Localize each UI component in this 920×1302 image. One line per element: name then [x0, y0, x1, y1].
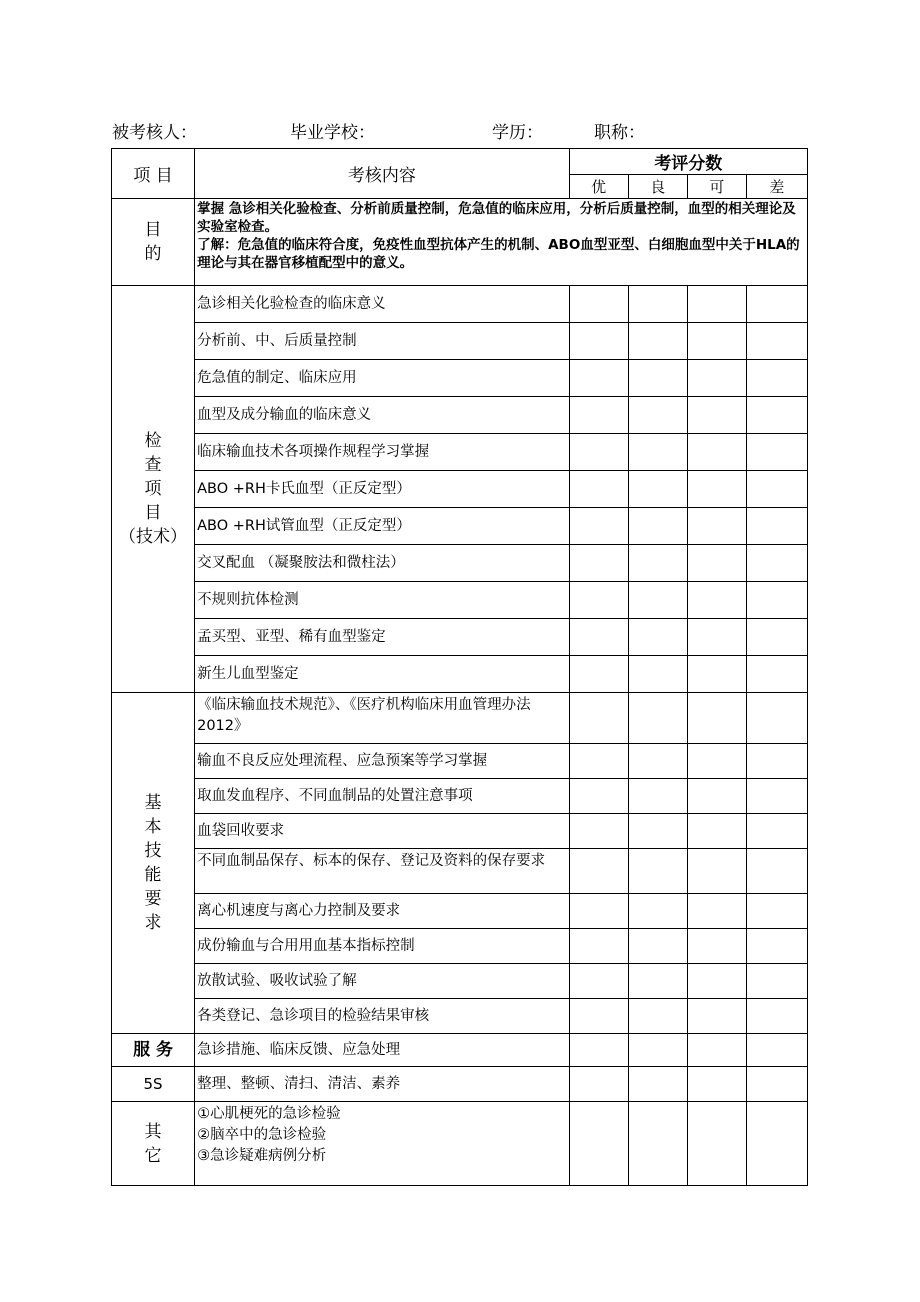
- score-cell[interactable]: [687, 323, 746, 360]
- score-cell[interactable]: [628, 894, 687, 929]
- service-item: 急诊措施、临床反馈、应急处理: [195, 1034, 570, 1067]
- score-cell[interactable]: [628, 656, 687, 693]
- other-item: ②脑卒中的急诊检验: [197, 1127, 327, 1143]
- score-cell[interactable]: [746, 656, 807, 693]
- score-cell[interactable]: [746, 434, 807, 471]
- category-label-char: 检: [144, 431, 162, 451]
- score-cell[interactable]: [746, 894, 807, 929]
- score-cell[interactable]: [687, 656, 746, 693]
- score-cell[interactable]: [687, 434, 746, 471]
- inspection-item: 急诊相关化验检查的临床意义: [195, 286, 570, 323]
- score-cell[interactable]: [687, 999, 746, 1034]
- inspection-item: 血型及成分输血的临床意义: [195, 397, 570, 434]
- score-cell[interactable]: [628, 693, 687, 744]
- grade-header-fair: 可: [687, 175, 746, 199]
- score-cell[interactable]: [746, 929, 807, 964]
- inspection-item: 危急值的制定、临床应用: [195, 360, 570, 397]
- inspection-item: ABO +RH卡氏血型（正反定型）: [195, 471, 570, 508]
- basic-skill-item: 取血发血程序、不同血制品的处置注意事项: [195, 779, 570, 814]
- score-cell[interactable]: [569, 471, 628, 508]
- score-cell[interactable]: [746, 1102, 807, 1186]
- score-cell[interactable]: [628, 286, 687, 323]
- purpose-master: 掌握 急诊相关化验检查、分析前质量控制，危急值的临床应用，分析后质量控制，血型的相关理论及实验室检查。: [197, 201, 796, 235]
- score-cell[interactable]: [628, 508, 687, 545]
- score-cell[interactable]: [569, 397, 628, 434]
- column-header-content: 考核内容: [195, 149, 570, 199]
- score-cell[interactable]: [628, 471, 687, 508]
- category-label-char: 项: [144, 479, 162, 499]
- score-cell[interactable]: [569, 434, 628, 471]
- score-cell[interactable]: [628, 323, 687, 360]
- score-cell[interactable]: [746, 582, 807, 619]
- category-label-char: 目: [144, 220, 162, 240]
- score-cell[interactable]: [628, 814, 687, 849]
- score-cell[interactable]: [569, 508, 628, 545]
- basic-skill-item: 不同血制品保存、标本的保存、登记及资料的保存要求: [195, 849, 570, 894]
- score-cell[interactable]: [569, 693, 628, 744]
- column-header-score: 考评分数: [569, 149, 807, 175]
- category-label-char: 其: [144, 1122, 162, 1142]
- score-cell[interactable]: [569, 1034, 628, 1067]
- score-cell[interactable]: [569, 929, 628, 964]
- grade-header-excellent: 优: [569, 175, 628, 199]
- inspection-item: 新生儿血型鉴定: [195, 656, 570, 693]
- score-cell[interactable]: [746, 1067, 807, 1102]
- score-cell[interactable]: [746, 323, 807, 360]
- score-cell[interactable]: [569, 286, 628, 323]
- score-cell[interactable]: [687, 744, 746, 779]
- category-5s: 5S: [112, 1067, 195, 1102]
- title-label: 职称：: [594, 123, 645, 143]
- score-cell[interactable]: [628, 434, 687, 471]
- category-basic-skills: [112, 693, 195, 1034]
- score-cell[interactable]: [746, 693, 807, 744]
- score-cell[interactable]: [687, 508, 746, 545]
- category-label-char: 技: [144, 841, 162, 861]
- score-cell[interactable]: [687, 779, 746, 814]
- category-label-char: 基: [144, 793, 162, 813]
- score-cell[interactable]: [628, 1067, 687, 1102]
- inspection-item: 分析前、中、后质量控制: [195, 323, 570, 360]
- category-label-char: 的: [144, 244, 162, 264]
- score-cell[interactable]: [569, 894, 628, 929]
- score-cell[interactable]: [569, 656, 628, 693]
- category-label-char: （技术）: [119, 527, 188, 547]
- score-cell[interactable]: [746, 744, 807, 779]
- score-cell[interactable]: [569, 1067, 628, 1102]
- purpose-text: [195, 199, 808, 286]
- score-cell[interactable]: [746, 849, 807, 894]
- score-cell[interactable]: [628, 929, 687, 964]
- category-label-char: 查: [144, 455, 162, 475]
- score-cell[interactable]: [746, 508, 807, 545]
- purpose-understand: 了解：危急值的临床符合度，免疫性血型抗体产生的机制、ABO血型亚型、白细胞血型中关于HLA的理论与其在器官移植配型中的意义。: [197, 237, 800, 271]
- score-cell[interactable]: [687, 814, 746, 849]
- score-cell[interactable]: [569, 964, 628, 999]
- score-cell[interactable]: [687, 1034, 746, 1067]
- score-cell[interactable]: [628, 849, 687, 894]
- category-label-char: 它: [144, 1146, 162, 1166]
- basic-skill-item: 离心机速度与离心力控制及要求: [195, 894, 570, 929]
- score-cell[interactable]: [746, 471, 807, 508]
- score-cell[interactable]: [746, 286, 807, 323]
- score-cell[interactable]: [687, 894, 746, 929]
- score-cell[interactable]: [569, 814, 628, 849]
- other-item: ③急诊疑难病例分析: [197, 1148, 327, 1164]
- score-cell[interactable]: [746, 1034, 807, 1067]
- score-cell[interactable]: [746, 964, 807, 999]
- inspection-item: ABO +RH试管血型（正反定型）: [195, 508, 570, 545]
- score-cell[interactable]: [569, 999, 628, 1034]
- score-cell[interactable]: [628, 582, 687, 619]
- category-purpose: [112, 199, 195, 286]
- score-cell[interactable]: [628, 397, 687, 434]
- score-cell[interactable]: [746, 999, 807, 1034]
- other-items: [195, 1102, 570, 1186]
- score-cell[interactable]: [628, 1102, 687, 1186]
- evaluation-table: [111, 148, 808, 1186]
- score-cell[interactable]: [687, 964, 746, 999]
- examinee-label: 被考核人：: [112, 123, 197, 143]
- score-cell[interactable]: [569, 582, 628, 619]
- inspection-item: 临床输血技术各项操作规程学习掌握: [195, 434, 570, 471]
- column-header-item: 项 目: [112, 149, 195, 199]
- score-cell[interactable]: [687, 286, 746, 323]
- category-label-char: 能: [144, 865, 162, 885]
- category-inspection: [112, 286, 195, 693]
- score-cell[interactable]: [687, 1067, 746, 1102]
- header-line: [0, 118, 920, 142]
- score-cell[interactable]: [569, 619, 628, 656]
- score-cell[interactable]: [569, 1102, 628, 1186]
- score-cell[interactable]: [628, 360, 687, 397]
- inspection-item: 交叉配血 （凝聚胺法和微柱法）: [195, 545, 570, 582]
- inspection-item: 不规则抗体检测: [195, 582, 570, 619]
- basic-skill-item: 放散试验、吸收试验了解: [195, 964, 570, 999]
- score-cell[interactable]: [569, 545, 628, 582]
- score-cell[interactable]: [628, 964, 687, 999]
- score-cell[interactable]: [628, 1034, 687, 1067]
- category-label-char: 求: [144, 913, 162, 933]
- basic-skill-item: 各类登记、急诊项目的检验结果审核: [195, 999, 570, 1034]
- score-cell[interactable]: [687, 471, 746, 508]
- score-cell[interactable]: [746, 814, 807, 849]
- score-cell[interactable]: [687, 929, 746, 964]
- score-cell[interactable]: [687, 545, 746, 582]
- score-cell[interactable]: [687, 693, 746, 744]
- score-cell[interactable]: [628, 619, 687, 656]
- category-label-char: 要: [144, 889, 162, 909]
- score-cell[interactable]: [746, 545, 807, 582]
- other-item: ①心肌梗死的急诊检验: [197, 1106, 341, 1122]
- score-cell[interactable]: [687, 360, 746, 397]
- score-cell[interactable]: [746, 619, 807, 656]
- basic-skill-item: 输血不良反应处理流程、应急预案等学习掌握: [195, 744, 570, 779]
- score-cell[interactable]: [687, 619, 746, 656]
- score-cell[interactable]: [746, 779, 807, 814]
- score-cell[interactable]: [628, 744, 687, 779]
- score-cell[interactable]: [746, 397, 807, 434]
- score-cell[interactable]: [687, 582, 746, 619]
- score-cell[interactable]: [569, 744, 628, 779]
- score-cell[interactable]: [628, 999, 687, 1034]
- category-label-char: 目: [144, 503, 162, 523]
- score-cell[interactable]: [569, 849, 628, 894]
- score-cell[interactable]: [628, 545, 687, 582]
- education-label: 学历：: [492, 123, 543, 143]
- category-other: [112, 1102, 195, 1186]
- score-cell[interactable]: [569, 323, 628, 360]
- score-cell[interactable]: [687, 397, 746, 434]
- score-cell[interactable]: [687, 849, 746, 894]
- category-service: 服 务: [112, 1034, 195, 1067]
- inspection-item: 孟买型、亚型、稀有血型鉴定: [195, 619, 570, 656]
- basic-skill-item: 《临床输血技术规范》、《医疗机构临床用血管理办法2012》: [195, 693, 570, 744]
- grade-header-good: 良: [628, 175, 687, 199]
- basic-skill-item: 成份输血与合用用血基本指标控制: [195, 929, 570, 964]
- school-label: 毕业学校：: [290, 123, 375, 143]
- score-cell[interactable]: [569, 360, 628, 397]
- score-cell[interactable]: [628, 779, 687, 814]
- score-cell[interactable]: [746, 360, 807, 397]
- grade-header-poor: 差: [746, 175, 807, 199]
- five-s-item: 整理、整顿、清扫、清洁、素养: [195, 1067, 570, 1102]
- score-cell[interactable]: [569, 779, 628, 814]
- basic-skill-item: 血袋回收要求: [195, 814, 570, 849]
- category-label-char: 本: [144, 817, 162, 837]
- score-cell[interactable]: [687, 1102, 746, 1186]
